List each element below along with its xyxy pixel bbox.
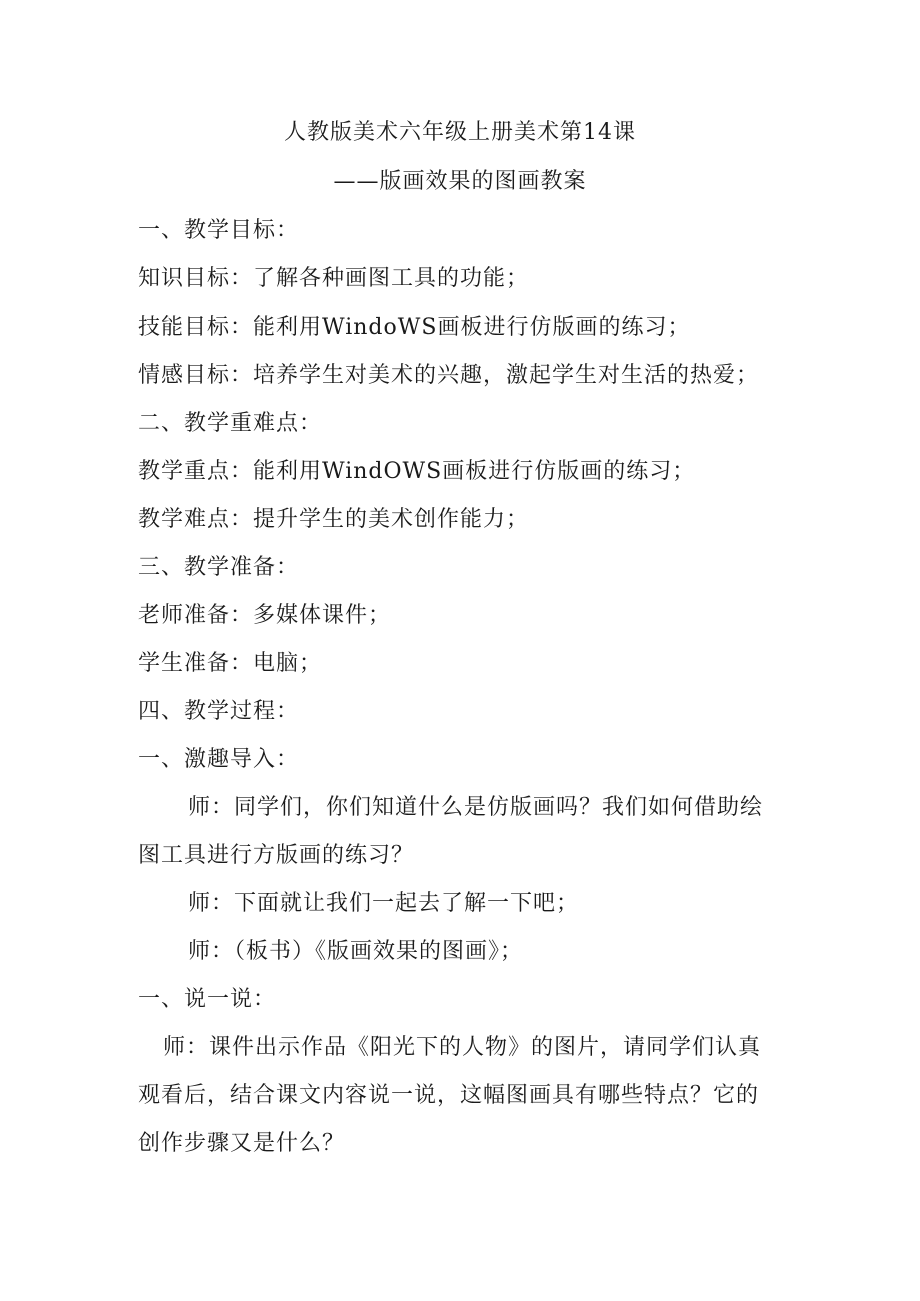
- subsection-heading-discussion: 一、说一说：: [138, 987, 277, 1012]
- paragraph-line: 图工具进行方版画的练习？: [138, 843, 415, 868]
- paragraph-line: 师：课件出示作品《阳光下的人物》的图片，请同学们认真: [163, 1035, 762, 1060]
- paragraph-line: 技能目标：能利用WindoWS画板进行仿版画的练习；: [138, 315, 691, 340]
- document-subtitle: ——版画效果的图画教案: [333, 169, 587, 194]
- paragraph-line: 师：下面就让我们一起去了解一下吧；: [188, 891, 580, 916]
- section-heading-key-points: 二、教学重难点：: [138, 411, 323, 436]
- paragraph-line: 老师准备：多媒体课件；: [138, 603, 392, 628]
- section-heading-preparation: 三、教学准备：: [138, 555, 300, 580]
- document-title: 人教版美术六年级上册美术第14课: [284, 120, 636, 145]
- paragraph-line: 教学重点：能利用WindOWS画板进行仿版画的练习；: [138, 459, 696, 484]
- paragraph-line: 学生准备：电脑；: [138, 651, 323, 676]
- paragraph-line: 情感目标：培养学生对美术的兴趣，激起学生对生活的热爱；: [138, 363, 760, 388]
- paragraph-line: 师：同学们，你们知道什么是仿版画吗？我们如何借助绘: [188, 795, 764, 820]
- paragraph-line: 师：（板书）《版画效果的图画》；: [188, 939, 524, 964]
- paragraph-line: 创作步骤又是什么？: [138, 1131, 346, 1156]
- section-heading-objectives: 一、教学目标：: [138, 218, 300, 243]
- paragraph-line: 教学难点：提升学生的美术创作能力；: [138, 507, 530, 532]
- paragraph-line: 观看后，结合课文内容说一说，这幅图画具有哪些特点？它的: [138, 1083, 760, 1108]
- paragraph-line: 知识目标：了解各种画图工具的功能；: [138, 266, 530, 291]
- subsection-heading-intro: 一、激趣导入：: [138, 747, 300, 772]
- section-heading-process: 四、教学过程：: [138, 699, 300, 724]
